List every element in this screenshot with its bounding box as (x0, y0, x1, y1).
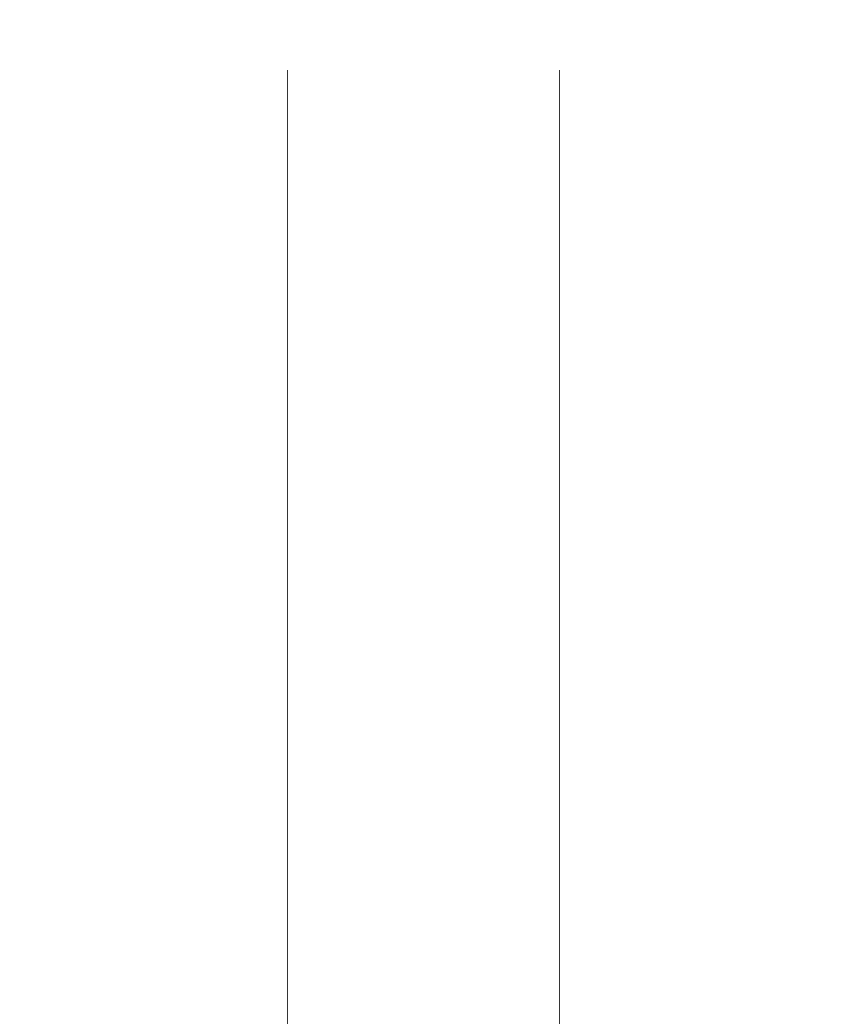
results-column-2 (288, 70, 559, 1024)
results-column-1 (0, 70, 287, 1024)
results-column-3 (560, 70, 851, 1024)
